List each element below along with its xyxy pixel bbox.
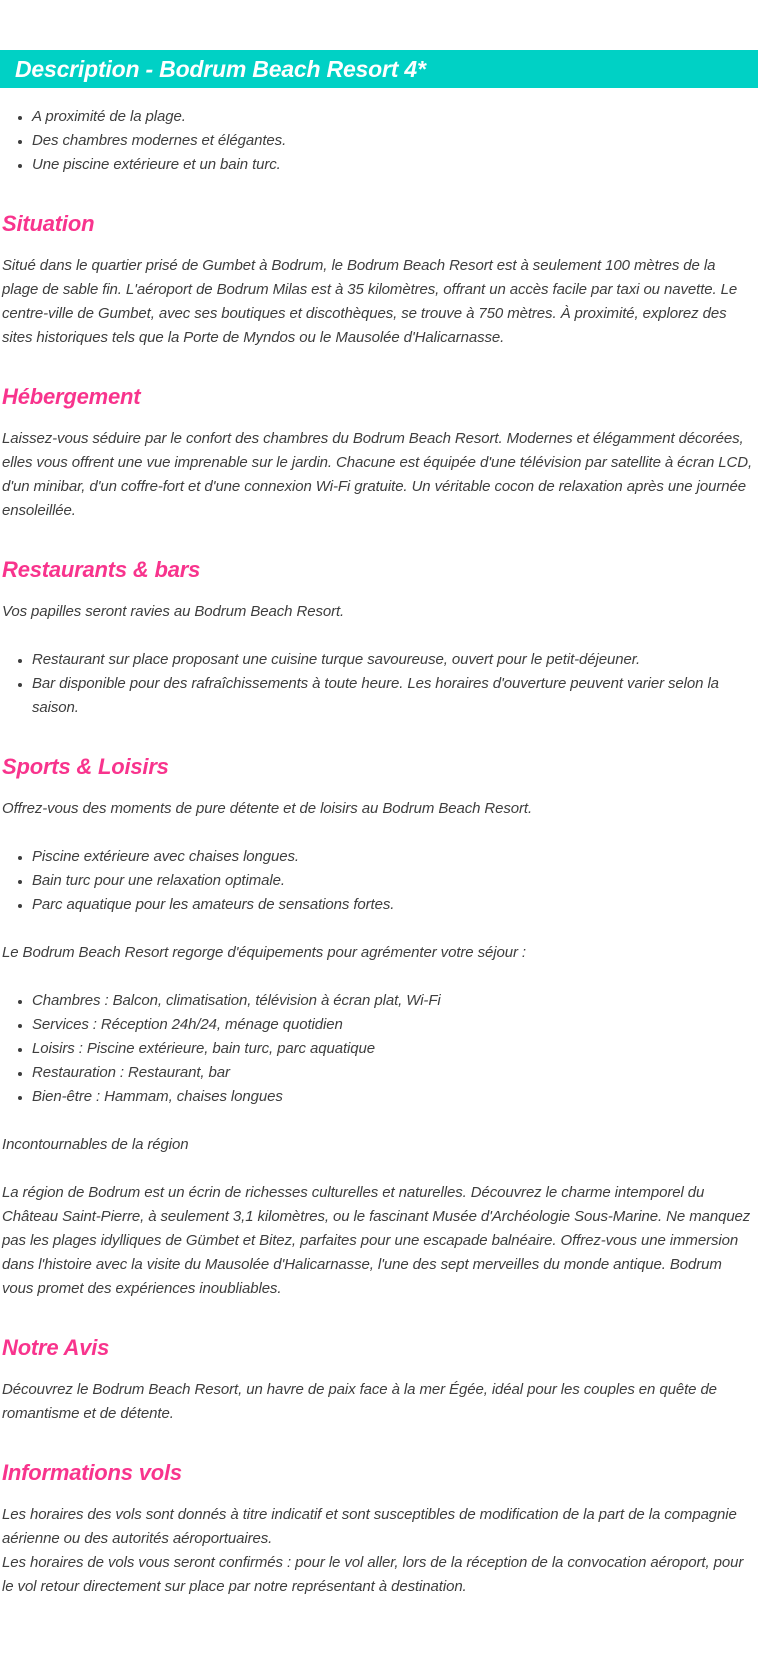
page-title: Description - Bodrum Beach Resort 4*	[15, 55, 426, 82]
section-heading-situation: Situation	[2, 211, 95, 236]
section-heading-hebergement: Hébergement	[2, 384, 141, 409]
equipment-intro: Le Bodrum Beach Resort regorge d'équipements pour agrémenter votre séjour :	[2, 944, 526, 961]
situation-paragraph: Situé dans le quartier prisé de Gumbet à Bodrum, le Bodrum Beach Resort est à seulement 100 mètres de la plage de sable fin. L'aéroport de Bodrum Milas est à 35 kilomètres, offrant un accès facile par taxi ou navette. Le centre-ville de Gumbet, avec ses boutiques et discothèques, se trouve à 750 mètres. À proximité, explorez des sites historiques tels que la Porte de Myndos ou le Mausolée d'Halicarnasse.	[2, 257, 738, 346]
equipment-item: • Restauration : Restaurant, bar	[32, 1061, 755, 1085]
restaurants-item: • Restaurant sur place proposant une cuisine turque savoureuse, ouvert pour le petit-déjeuner.	[32, 648, 755, 672]
section-heading-sports: Sports & Loisirs	[2, 754, 169, 779]
vols-paragraph	[2, 1503, 755, 1599]
vols-line-1: Les horaires des vols sont donnés à titre indicatif et sont susceptibles de modification de la part de la compagnie aérienne ou des autorités aéroportuaires.	[2, 1506, 737, 1547]
equipment-item: • Loisirs : Piscine extérieure, bain turc, parc aquatique	[32, 1037, 755, 1061]
hebergement-paragraph: Laissez-vous séduire par le confort des chambres du Bodrum Beach Resort. Modernes et élégamment décorées, elles vous offrent une vue imprenable sur le jardin. Chacune est équipée d'une télévision par satellite à écran LCD, d'un minibar, d'un coffre-fort et d'une connexion Wi-Fi gratuite. Un véritable cocon de relaxation après une journée ensoleillée.	[2, 430, 753, 519]
section-heading-avis: Notre Avis	[2, 1335, 110, 1360]
region-title: Incontournables de la région	[2, 1136, 189, 1153]
vols-line-2: Les horaires de vols vous seront confirmés : pour le vol aller, lors de la réception de la convocation aéroport, pour le vol retour directement sur place par notre représentant à destination.	[2, 1554, 744, 1595]
sports-item: • Parc aquatique pour les amateurs de sensations fortes.	[32, 893, 755, 917]
section-heading-restaurants: Restaurants & bars	[2, 557, 201, 582]
section-heading-vols: Informations vols	[2, 1460, 182, 1485]
description-title-bar	[0, 50, 758, 88]
equipment-list	[2, 989, 755, 1109]
restaurants-paragraph: Vos papilles seront ravies au Bodrum Beach Resort.	[2, 603, 345, 620]
restaurants-list	[2, 648, 755, 720]
highlight-item: • A proximité de la plage.	[32, 105, 755, 129]
equipment-item: • Services : Réception 24h/24, ménage quotidien	[32, 1013, 755, 1037]
description-content	[0, 105, 758, 1653]
equipment-item: • Chambres : Balcon, climatisation, télévision à écran plat, Wi-Fi	[32, 989, 755, 1013]
sports-paragraph: Offrez-vous des moments de pure détente et de loisirs au Bodrum Beach Resort.	[2, 800, 533, 817]
highlights-list	[2, 105, 755, 177]
sports-item: • Piscine extérieure avec chaises longues.	[32, 845, 755, 869]
region-paragraph: La région de Bodrum est un écrin de richesses culturelles et naturelles. Découvrez le charme intemporel du Château Saint-Pierre, à seulement 3,1 kilomètres, ou le fascinant Musée d'Archéologie Sous-Marine. Ne manquez pas les plages idylliques de Gümbet et Bitez, parfaites pour une escapade balnéaire. Offrez-vous une immersion dans l'histoire avec la visite du Mausolée d'Halicarnasse, l'une des sept merveilles du monde antique. Bodrum vous promet des expériences inoubliables.	[2, 1184, 751, 1297]
sports-list	[2, 845, 755, 917]
highlight-item: • Des chambres modernes et élégantes.	[32, 129, 755, 153]
hotel-description-page	[0, 50, 758, 1653]
highlight-item: • Une piscine extérieure et un bain turc.	[32, 153, 755, 177]
equipment-item: • Bien-être : Hammam, chaises longues	[32, 1085, 755, 1109]
avis-paragraph: Découvrez le Bodrum Beach Resort, un havre de paix face à la mer Égée, idéal pour les couples en quête de romantisme et de détente.	[2, 1381, 717, 1422]
restaurants-item: • Bar disponible pour des rafraîchissements à toute heure. Les horaires d'ouverture peuvent varier selon la saison.	[32, 672, 755, 720]
sports-item: • Bain turc pour une relaxation optimale.	[32, 869, 755, 893]
